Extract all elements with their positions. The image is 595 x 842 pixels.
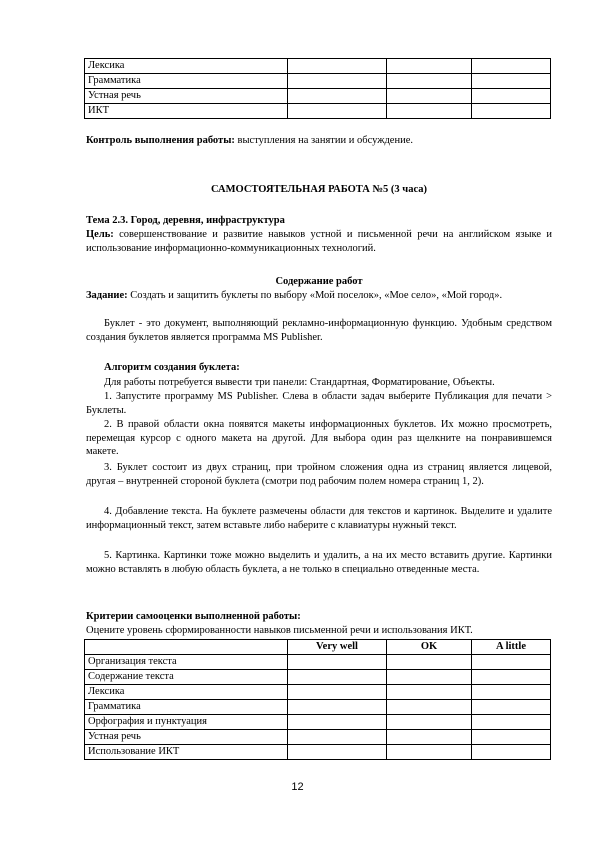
goal-paragraph <box>86 228 552 255</box>
table-cell-label: Устная речь <box>85 730 288 745</box>
table-header-cell <box>85 640 288 655</box>
table-cell <box>472 700 551 715</box>
table-cell <box>387 715 472 730</box>
criteria-title: Критерии самооценки выполненной работы: <box>86 611 301 622</box>
table-header-cell: Very well <box>288 640 387 655</box>
table-cell-label: Использование ИКТ <box>85 745 288 760</box>
algorithm-step-2: 2. В правой области окна появятся макеты информационных буклетов. Их можно просмотреть, перемещая курсор с одного макета на другой. Для выбора один раз щелкните на понравившемся макете. <box>86 419 552 457</box>
table-cell <box>288 59 387 74</box>
table-cell-label: Устная речь <box>85 89 288 104</box>
algorithm-step-3: 3. Буклет состоит из двух страниц, при тройном сложения одна из страниц является лицевой, другая – внутренней стороной буклета (смотри под рабочим полем номера страниц 1, 2). <box>86 462 552 487</box>
table-header-row <box>85 640 551 655</box>
booklet-definition: Буклет - это документ, выполняющий рекламно-информационную функцию. Удобным средством создания буклетов является программа MS Publisher. <box>86 318 552 343</box>
table-row <box>85 670 551 685</box>
table-cell-label: Организация текста <box>85 655 288 670</box>
table-row <box>85 655 551 670</box>
table-cell-label: Лексика <box>85 59 288 74</box>
table-cell <box>387 685 472 700</box>
table-cell <box>472 104 551 119</box>
algorithm-step-5: 5. Картинка. Картинки тоже можно выделить и удалить, а на их место вставить другие. Картинки можно вставлять в любую область буклета, а не только в специально отведенные места. <box>86 550 552 575</box>
table-cell <box>288 700 387 715</box>
goal-text: совершенствование и развитие навыков устной и письменной речи на английском языке и использование информационно-коммуникационных технологий. <box>86 229 552 254</box>
table-row <box>85 700 551 715</box>
table-header-cell: OK <box>387 640 472 655</box>
table-cell-label: Орфография и пунктуация <box>85 715 288 730</box>
algorithm-intro: Для работы потребуется вывести три панели: Стандартная, Форматирование, Объекты. <box>104 377 495 388</box>
table-cell <box>288 104 387 119</box>
topic-heading: Тема 2.3. Город, деревня, инфраструктура <box>86 215 285 226</box>
table-row <box>85 730 551 745</box>
task-label: Задание: <box>86 290 128 301</box>
top-assessment-table <box>84 58 551 119</box>
table-cell <box>288 89 387 104</box>
table-cell <box>288 730 387 745</box>
table-cell-label: Грамматика <box>85 700 288 715</box>
table-row <box>85 59 551 74</box>
table-cell <box>472 715 551 730</box>
table-cell <box>288 745 387 760</box>
table-cell <box>288 655 387 670</box>
table-cell-label: Содержание текста <box>85 670 288 685</box>
table-cell <box>387 89 472 104</box>
table-cell <box>387 655 472 670</box>
goal-label: Цель: <box>86 229 114 240</box>
content-title: Содержание работ <box>275 276 363 287</box>
table-cell <box>472 745 551 760</box>
page-number: 12 <box>291 781 304 793</box>
task-paragraph <box>86 289 552 303</box>
table-cell <box>387 745 472 760</box>
table-header-cell: A little <box>472 640 551 655</box>
table-row <box>85 74 551 89</box>
table-cell <box>472 655 551 670</box>
table-cell <box>288 715 387 730</box>
section-title: САМОСТОЯТЕЛЬНАЯ РАБОТА №5 (3 часа) <box>211 184 427 195</box>
criteria-table <box>84 639 551 760</box>
task-text: Создать и защитить буклеты по выбору «Мой поселок», «Мое село», «Мой город». <box>127 290 503 301</box>
table-cell <box>387 104 472 119</box>
table-cell <box>387 730 472 745</box>
criteria-instruction: Оцените уровень сформированности навыков письменной речи и использования ИКТ. <box>86 625 473 636</box>
table-cell <box>472 89 551 104</box>
algorithm-step-1: 1. Запустите программу MS Publisher. Слева в области задач выберите Публикация для печати > Буклеты. <box>86 391 552 416</box>
table-cell <box>472 74 551 89</box>
table-cell <box>387 700 472 715</box>
table-cell <box>472 59 551 74</box>
table-cell <box>387 74 472 89</box>
table-row <box>85 685 551 700</box>
table-cell-label: Грамматика <box>85 74 288 89</box>
algorithm-step-4: 4. Добавление текста. На буклете размечены области для текстов и картинок. Выделите и удалите информационный текст, затем вставьте либо наберите с клавиатуры нужный текст. <box>86 506 552 531</box>
table-row <box>85 104 551 119</box>
table-cell <box>288 670 387 685</box>
control-label: Контроль выполнения работы: <box>86 135 235 146</box>
algorithm-title: Алгоритм создания буклета: <box>104 362 240 373</box>
table-row <box>85 715 551 730</box>
table-cell-label: Лексика <box>85 685 288 700</box>
table-cell <box>472 730 551 745</box>
table-cell-label: ИКТ <box>85 104 288 119</box>
table-cell <box>472 685 551 700</box>
table-cell <box>288 74 387 89</box>
table-cell <box>387 670 472 685</box>
table-row <box>85 89 551 104</box>
control-text: выступления на занятии и обсуждение. <box>234 135 413 146</box>
table-cell <box>387 59 472 74</box>
control-paragraph <box>86 134 552 148</box>
table-row <box>85 745 551 760</box>
table-cell <box>472 670 551 685</box>
table-cell <box>288 685 387 700</box>
